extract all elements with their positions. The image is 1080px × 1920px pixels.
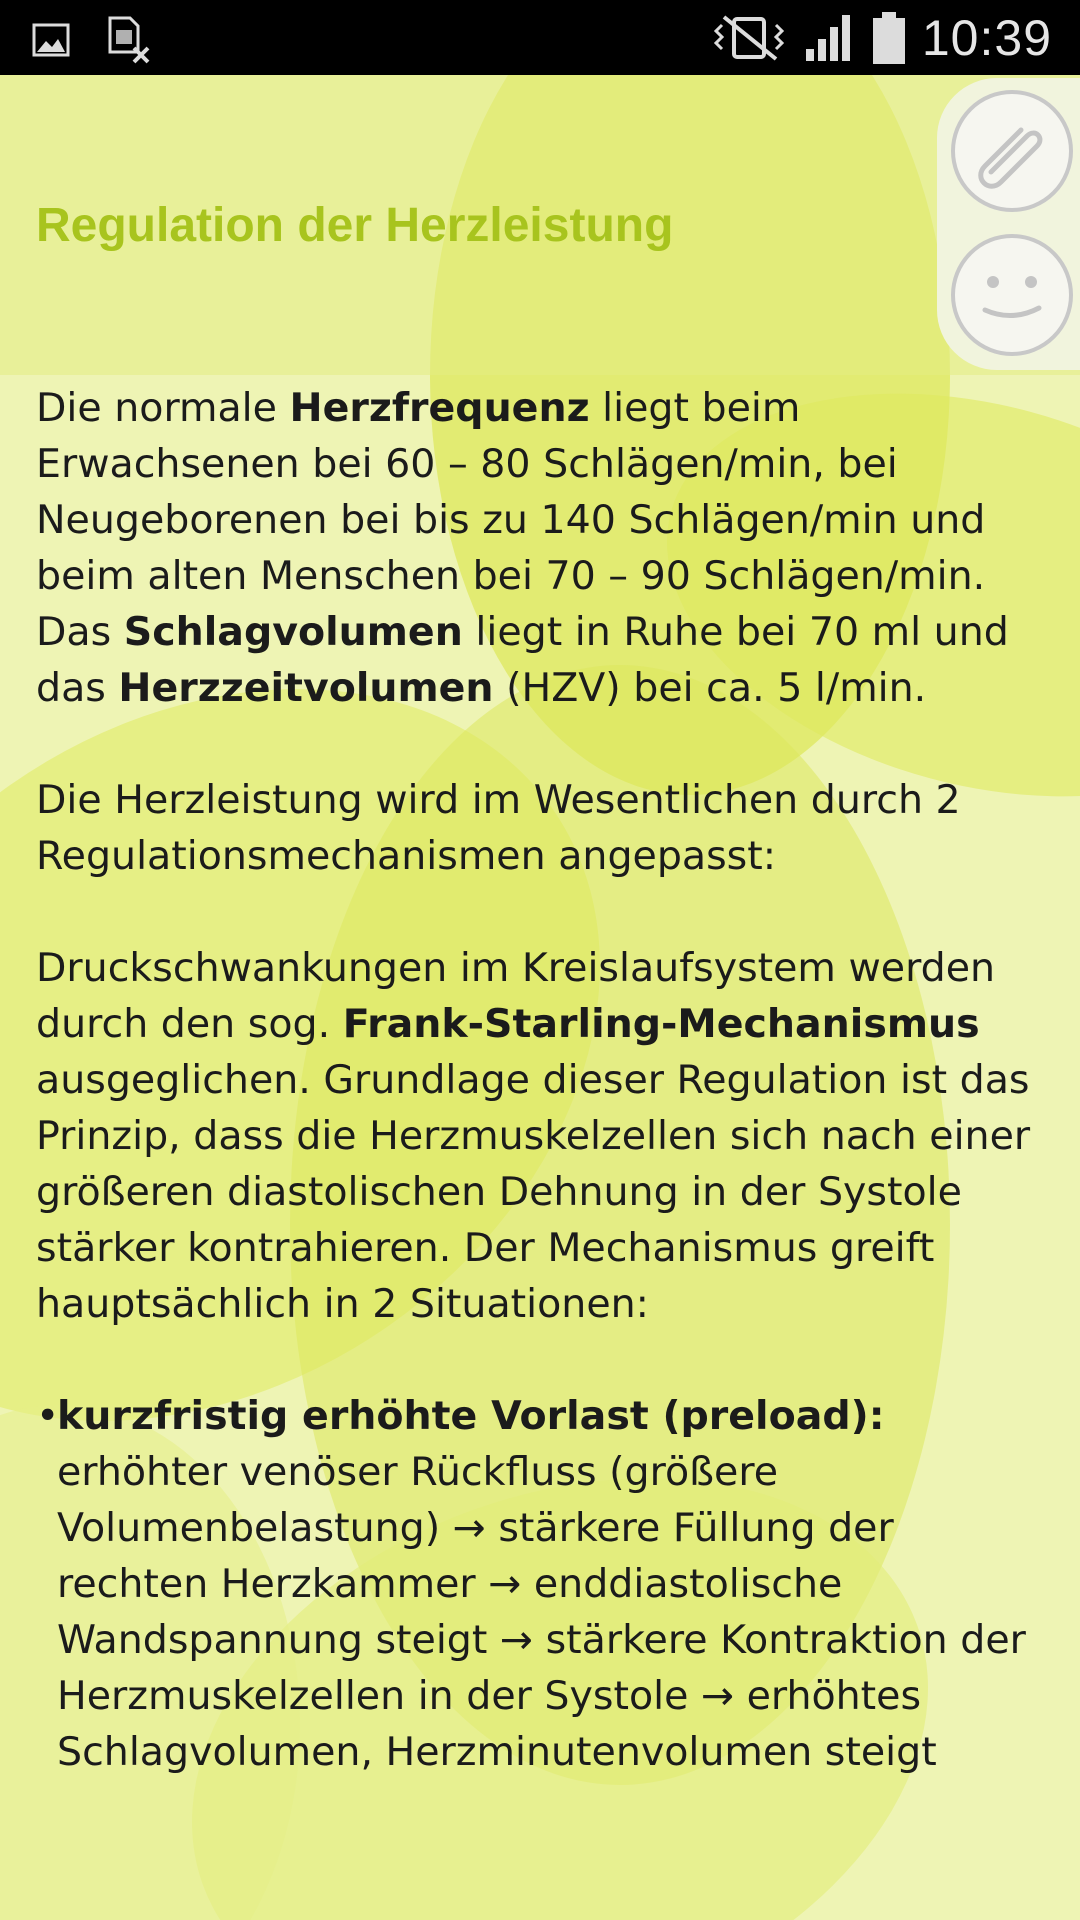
attachment-button[interactable]	[951, 90, 1073, 212]
clock: 10:39	[921, 10, 1052, 66]
feedback-button[interactable]	[951, 234, 1073, 356]
spacer	[36, 884, 1046, 940]
bullet-text	[57, 1388, 1046, 1780]
term-herzzeitvolumen: Herzzeitvolumen	[118, 665, 494, 711]
side-button-panel	[937, 78, 1080, 370]
spacer	[36, 716, 1046, 772]
term-schlagvolumen: Schlagvolumen	[123, 609, 463, 655]
spacer	[36, 1332, 1046, 1388]
text-run: liegt beim Erwachsenen bei 60 – 80 Schlägen/min, bei Neugeborenen bei bis zu 140 Schlägen/min und beim alten Menschen bei 70 – 90 Schlägen/min. Das	[36, 385, 986, 655]
text-run: Die normale	[36, 385, 290, 431]
vibrate-mute-icon	[712, 13, 788, 63]
term-herzfrequenz: Herzfrequenz	[289, 385, 590, 431]
paragraph-1	[36, 380, 1046, 716]
paragraph-3	[36, 940, 1046, 1332]
paragraph-2: Die Herzleistung wird im Wesentlichen durch 2 Regulationsmechanismen angepasst:	[36, 777, 961, 879]
smiley-icon	[955, 238, 1069, 352]
text-run: Druckschwankungen im Kreislaufsystem werden durch den sog.	[36, 945, 996, 1047]
text-run: liegt in Ruhe bei 70 ml und das	[36, 609, 1009, 711]
signal-icon	[802, 13, 856, 63]
article-body	[36, 380, 1046, 1780]
page-title: Regulation der Herzleistung	[36, 199, 674, 252]
sim-card-disabled-icon	[104, 16, 152, 64]
battery-icon	[870, 10, 908, 66]
gallery-icon	[32, 21, 70, 59]
term-frank-starling: Frank-Starling-Mechanismus	[342, 1001, 980, 1047]
term-vorlast: kurzfristig erhöhte Vorlast (preload):	[57, 1393, 885, 1439]
paperclip-icon	[955, 94, 1069, 208]
text-run: erhöhter venöser Rückfluss (größere Volumenbelastung) → stärkere Füllung der rechten Herzkammer → enddiastolische Wandspannung steigt → stärkere Kontraktion der Herzmuskelzellen in der Systole → erhöhtes Schlagvolumen, Herzminutenvolumen steigt	[57, 1449, 1026, 1775]
text-run: (HZV) bei ca. 5 l/min.	[493, 665, 927, 711]
status-bar	[0, 0, 1080, 75]
bullet-dot: •	[36, 1393, 60, 1439]
list-item	[36, 1388, 1046, 1780]
text-run: ausgeglichen. Grundlage dieser Regulation ist das Prinzip, dass die Herzmuskelzellen sich nach einer größeren diastolischen Dehnung in der Systole stärker kontrahieren. Der Mechanismus greift hauptsächlich in 2 Situationen:	[36, 1057, 1031, 1327]
